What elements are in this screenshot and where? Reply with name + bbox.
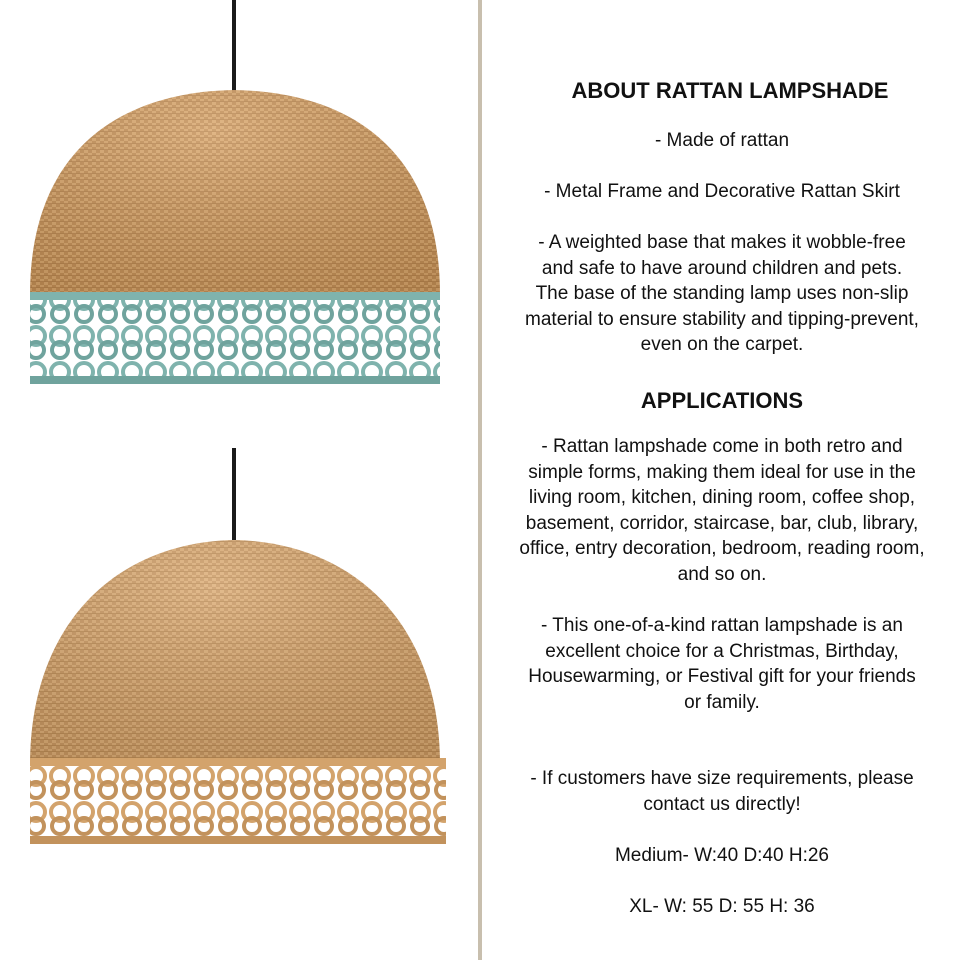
pendant-cord <box>232 0 236 92</box>
lamp-image-bottom <box>0 440 478 860</box>
applications-item-gift: - This one-of-a-kind rattan lampshade is an excellent choice for a Christmas, Birthday, Housewarming, or Festival gift for your friends or family. <box>528 615 916 713</box>
about-item-frame: - Metal Frame and Decorative Rattan Skirt <box>544 181 900 202</box>
applications-heading: APPLICATIONS <box>640 388 804 413</box>
about-item-base: - A weighted base that makes it wobble-free and safe to have around children and pets. The base of the standing lamp uses non-slip material to ensure stability and tipping-prevent, even on the carpet. <box>525 232 919 356</box>
teal-rattan-skirt <box>30 292 440 384</box>
pendant-cord <box>232 448 236 548</box>
product-description-panel <box>484 0 960 960</box>
size-xl: XL- W: 55 D: 55 H: 36 <box>629 896 815 917</box>
applications-item-contact: - If customers have size requirements, please contact us directly! <box>530 768 914 815</box>
natural-rattan-skirt <box>30 758 446 844</box>
about-heading: ABOUT RATTAN LAMPSHADE <box>571 78 889 103</box>
size-medium: Medium- W:40 D:40 H:26 <box>614 845 829 866</box>
lamp-image-top <box>0 0 478 400</box>
vertical-divider <box>478 0 482 960</box>
about-item-material: - Made of rattan <box>654 130 790 151</box>
product-image-panel <box>0 0 478 960</box>
applications-item-uses: - Rattan lampshade come in both retro and simple forms, making them ideal for use in the living room, kitchen, dining room, coffee shop, basement, corridor, staircase, bar, club, library, office, entry decoration, bedroom, reading room, and so on. <box>519 436 925 585</box>
